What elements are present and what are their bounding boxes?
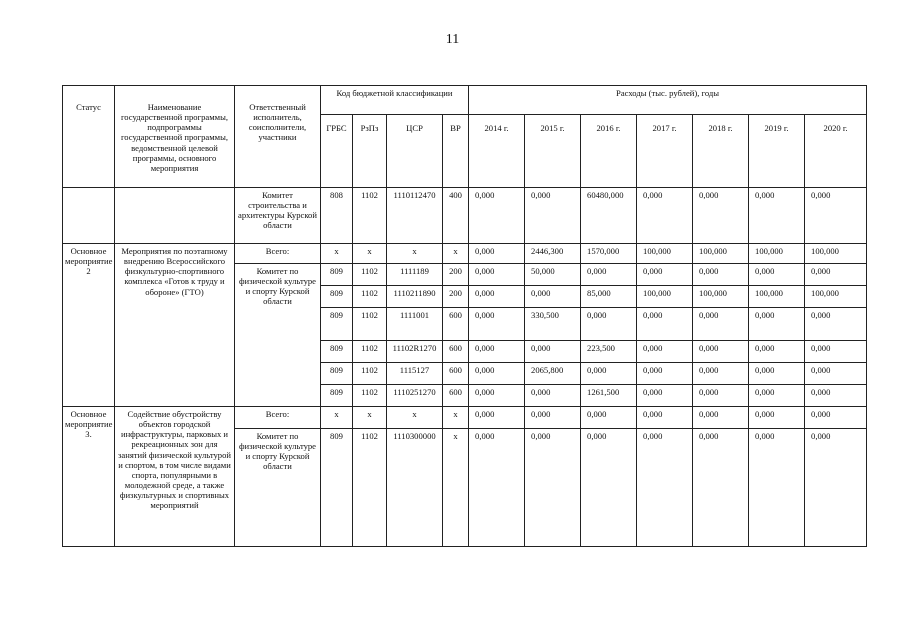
code-cell: 809 [321,363,353,385]
header-code-csr: ЦСР [387,115,443,188]
code-cell: х [443,244,469,264]
code-cell: 809 [321,429,353,547]
value-cell: 0,000 [637,308,693,341]
value-cell: 0,000 [469,363,525,385]
value-cell: 0,000 [637,385,693,407]
value-cell: 0,000 [749,385,805,407]
value-cell: 0,000 [749,363,805,385]
value-cell: 0,000 [525,407,581,429]
header-year: 2014 г. [469,115,525,188]
value-cell: 0,000 [693,264,749,286]
header-year: 2017 г. [637,115,693,188]
name-cell [115,188,235,244]
value-cell: 100,000 [693,286,749,308]
value-cell: 0,000 [525,341,581,363]
value-cell: 0,000 [525,286,581,308]
value-cell: 0,000 [469,385,525,407]
value-cell: 0,000 [749,429,805,547]
header-year: 2018 г. [693,115,749,188]
total-label-cell: Всего: [235,244,321,264]
value-cell: 0,000 [469,286,525,308]
value-cell: 0,000 [637,407,693,429]
code-cell: 200 [443,264,469,286]
value-cell: 0,000 [637,363,693,385]
value-cell: 1261,500 [581,385,637,407]
responsible-cell: Комитет по физической культуре и спорту Курской области [235,429,321,547]
code-cell: 600 [443,363,469,385]
code-cell: 1102 [353,286,387,308]
value-cell: 0,000 [805,363,867,385]
header-code-rzpz: РзПз [353,115,387,188]
value-cell: 0,000 [469,407,525,429]
value-cell: 0,000 [525,188,581,244]
value-cell: 0,000 [525,385,581,407]
status-cell [63,188,115,244]
code-cell: 600 [443,308,469,341]
value-cell: 0,000 [581,407,637,429]
status-cell: Основное мероприятие 3. [63,407,115,547]
code-cell: х [387,244,443,264]
value-cell: 0,000 [469,244,525,264]
code-cell: 600 [443,385,469,407]
code-cell: 400 [443,188,469,244]
responsible-cell: Комитет по физической культуре и спорту Курской области [235,264,321,407]
code-cell: х [387,407,443,429]
value-cell: 0,000 [693,308,749,341]
header-row-1 [63,86,867,115]
code-cell: 809 [321,286,353,308]
header-name: Наименование государственной программы, подпрограммы государственной программы, ведомственной целевой программы, основного мероприятия [115,86,235,188]
code-cell: х [353,407,387,429]
code-cell: 1102 [353,188,387,244]
value-cell: 0,000 [805,429,867,547]
value-cell: 0,000 [749,264,805,286]
budget-table [62,85,867,547]
value-cell: 0,000 [637,429,693,547]
header-year: 2015 г. [525,115,581,188]
code-cell: х [353,244,387,264]
code-cell: 1102 [353,308,387,341]
code-cell: 1111001 [387,308,443,341]
value-cell: 0,000 [637,341,693,363]
value-cell: 100,000 [749,286,805,308]
code-cell: 1110211890 [387,286,443,308]
code-cell: 1110300000 [387,429,443,547]
responsible-cell: Комитет строительства и архитектуры Курской области [235,188,321,244]
header-status: Статус [63,86,115,188]
header-code-vr: ВР [443,115,469,188]
value-cell: 0,000 [637,264,693,286]
value-cell: 100,000 [749,244,805,264]
value-cell: 85,000 [581,286,637,308]
value-cell: 60480,000 [581,188,637,244]
header-budget-classification: Код бюджетной классификации [321,86,469,115]
value-cell: 0,000 [525,429,581,547]
value-cell: 100,000 [637,244,693,264]
value-cell: 0,000 [581,308,637,341]
value-cell: 0,000 [469,308,525,341]
value-cell: 100,000 [805,286,867,308]
value-cell: 2065,800 [525,363,581,385]
header-year: 2016 г. [581,115,637,188]
name-cell: Мероприятия по поэтапному внедрению Всероссийского физкультурно-спортивного комплекса «Готов к труду и обороне» (ГТО) [115,244,235,407]
code-cell: 1102 [353,385,387,407]
header-year: 2019 г. [749,115,805,188]
name-cell: Содействие обустройству объектов городской инфраструктуры, парковых и рекреационных зон для занятий физической культурой и спортом, в том числе видами спорта, популярными в молодежной среде, а также физкультурных и спортивных мероприятий [115,407,235,547]
code-cell: 600 [443,341,469,363]
value-cell: 0,000 [805,385,867,407]
value-cell: 0,000 [469,188,525,244]
value-cell: 0,000 [469,429,525,547]
code-cell: 1102 [353,429,387,547]
value-cell: 0,000 [469,341,525,363]
value-cell: 0,000 [693,363,749,385]
code-cell: х [443,429,469,547]
code-cell: 809 [321,385,353,407]
header-expenses: Расходы (тыс. рублей), годы [469,86,867,115]
code-cell: 1115127 [387,363,443,385]
code-cell: 809 [321,308,353,341]
value-cell: 0,000 [581,429,637,547]
value-cell: 0,000 [749,188,805,244]
value-cell: 100,000 [805,244,867,264]
value-cell: 0,000 [693,188,749,244]
code-cell: 1102 [353,264,387,286]
value-cell: 330,500 [525,308,581,341]
value-cell: 0,000 [693,341,749,363]
value-cell: 0,000 [693,407,749,429]
header-code-grbs: ГРБС [321,115,353,188]
code-cell: 809 [321,341,353,363]
value-cell: 0,000 [581,363,637,385]
code-cell: х [443,407,469,429]
status-cell: Основное мероприятие 2 [63,244,115,407]
code-cell: 809 [321,264,353,286]
code-cell: х [321,244,353,264]
total-label-cell: Всего: [235,407,321,429]
value-cell: 0,000 [805,188,867,244]
code-cell: 1111189 [387,264,443,286]
value-cell: 1570,000 [581,244,637,264]
table-row [63,188,867,244]
value-cell: 223,500 [581,341,637,363]
code-cell: 1110251270 [387,385,443,407]
value-cell: 50,000 [525,264,581,286]
value-cell: 100,000 [637,286,693,308]
code-cell: 808 [321,188,353,244]
value-cell: 0,000 [693,385,749,407]
code-cell: 1102 [353,341,387,363]
value-cell: 0,000 [749,308,805,341]
value-cell: 0,000 [749,407,805,429]
value-cell: 0,000 [805,308,867,341]
code-cell: 1102 [353,363,387,385]
header-year: 2020 г. [805,115,867,188]
value-cell: 0,000 [693,429,749,547]
value-cell: 0,000 [805,264,867,286]
code-cell: 1110112470 [387,188,443,244]
value-cell: 0,000 [805,341,867,363]
value-cell: 0,000 [637,188,693,244]
code-cell: 200 [443,286,469,308]
value-cell: 100,000 [693,244,749,264]
value-cell: 0,000 [749,341,805,363]
page-number: 11 [445,32,460,47]
header-responsible: Ответственный исполнитель, соисполнители, участники [235,86,321,188]
value-cell: 0,000 [805,407,867,429]
table-row [63,244,867,264]
code-cell: х [321,407,353,429]
value-cell: 2446,300 [525,244,581,264]
code-cell: 11102R1270 [387,341,443,363]
value-cell: 0,000 [469,264,525,286]
value-cell: 0,000 [581,264,637,286]
table-row [63,407,867,429]
